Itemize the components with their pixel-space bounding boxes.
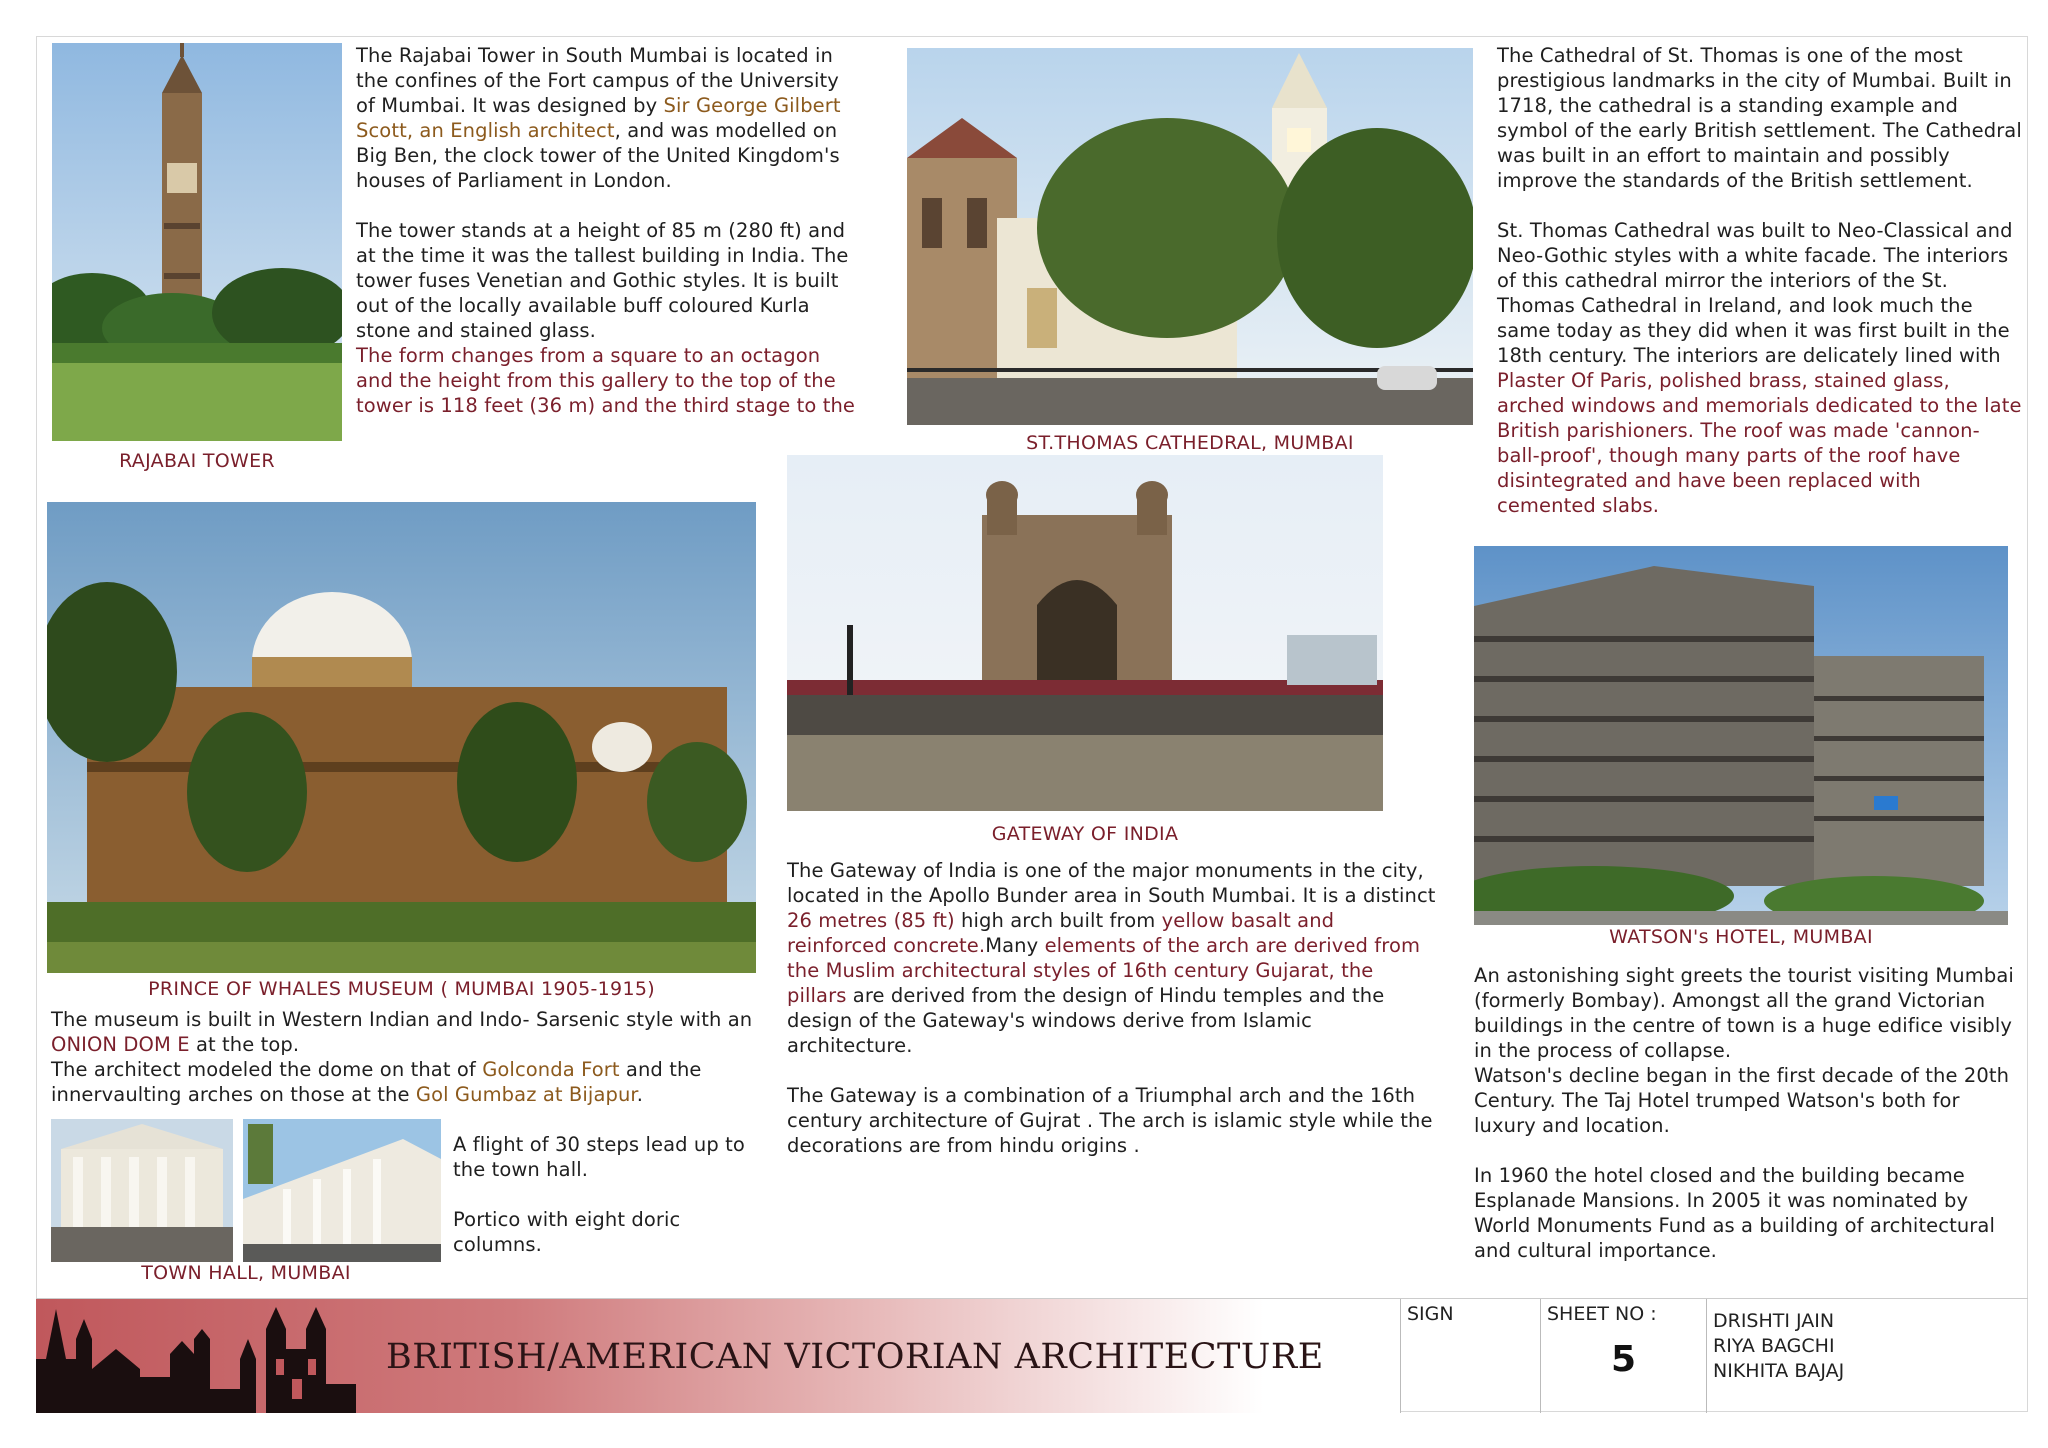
watsons-p3: In 1960 the hotel closed and the building became Esplanade Mansions. In 2005 it was nominated by World Monuments Fund as a building of architectural and cultural importance. (1474, 1164, 1995, 1262)
gateway-p1-e: Many (985, 934, 1045, 957)
sheet-number-cell (1540, 1299, 1706, 1413)
museum-line-1: The museum is built in Western Indian and Indo- Sarsenic style with an (51, 1008, 753, 1031)
rajabai-tower-photo (52, 43, 342, 441)
gateway-caption: GATEWAY OF INDIA (991, 823, 1179, 845)
town-hall-text (453, 1132, 763, 1257)
museum-line-2-b: at the top. (189, 1033, 300, 1056)
museum-line-3-c: and the (619, 1058, 702, 1081)
gateway-p2: The Gateway is a combination of a Triumphal arch and the 16th century architecture of Gujrat . The arch is islamic style while the decorations are from hindu origins . (787, 1084, 1433, 1157)
watsons-caption: WATSON's HOTEL, MUMBAI (1609, 926, 1873, 948)
gol-gumbaz-highlight: Gol Gumbaz at Bijapur (415, 1083, 637, 1106)
gateway-elements-highlight: elements of the arch are derived from the Muslim architectural styles of 16th century Gujarat, the pillars (787, 934, 1421, 1007)
st-thomas-p1: The Cathedral of St. Thomas is one of the most prestigious landmarks in the city of Mumbai. Built in 1718, the cathedral is a standing example and symbol of the early British settlement. The Cathedral was built in an effort to maintain and possibly improve the standards of the British settlement. (1497, 44, 2022, 192)
sheet-number: 5 (1610, 1339, 1637, 1380)
title-block (36, 1298, 2028, 1412)
rajabai-p1-a: The Rajabai Tower in South Mumbai is located in the confines of the Fort campus of the University of Mumbai. It was designed by (356, 44, 839, 117)
rajabai-p1-c: , and was modelled on Big Ben, the clock tower of the United Kingdom's houses of Parliament in London. (356, 119, 840, 192)
town-hall-caption: TOWN HALL, MUMBAI (141, 1262, 351, 1284)
town-hall-p1: A flight of 30 steps lead up to the town hall. (453, 1133, 745, 1181)
gothic-skyline-silhouette (36, 1299, 356, 1413)
gateway-material-highlight: yellow basalt and reinforced concrete. (787, 909, 1335, 957)
museum-line-4-c: . (636, 1083, 644, 1106)
title-band (36, 1299, 1400, 1413)
museum-text (51, 1007, 771, 1107)
st-thomas-text (1497, 43, 2022, 518)
gateway-p1-a: The Gateway of India is one of the major monuments in the city, located in the Apollo Bunder area in South Mumbai. It is a distinct (787, 859, 1436, 907)
gateway-p1-g: are derived from the design of Hindu temples and the design of the Gateway's windows derive from Islamic architecture. (787, 984, 1385, 1057)
watsons-p2: Watson's decline began in the first decade of the 20th Century. The Taj Hotel trumped Watson's both for luxury and location. (1474, 1064, 2010, 1137)
rajabai-text (356, 43, 856, 418)
st-thomas-cathedral-photo (907, 48, 1473, 425)
sheet-title: BRITISH/AMERICAN VICTORIAN ARCHITECTURE (386, 1337, 1324, 1377)
prince-of-whales-museum-photo (47, 502, 756, 973)
museum-caption: PRINCE OF WHALES MUSEUM ( MUMBAI 1905-1915) (148, 978, 655, 1000)
st-thomas-caption: ST.THOMAS CATHEDRAL, MUMBAI (1026, 432, 1354, 454)
gateway-text (787, 858, 1437, 1158)
town-hall-photo-1 (51, 1119, 233, 1262)
town-hall-p2: Portico with eight doric columns. (453, 1208, 681, 1256)
sheet-number-label: SHEET NO : (1547, 1303, 1657, 1325)
watsons-p1: An astonishing sight greets the tourist visiting Mumbai (formerly Bombay). Amongst all the grand Victorian buildings in the centre of town is a huge edifice visibly in the process of collapse. (1474, 964, 2014, 1062)
gateway-of-india-photo (787, 455, 1383, 811)
golconda-highlight: Golconda Fort (482, 1058, 620, 1081)
gateway-p1-c: high arch built from (954, 909, 1162, 932)
town-hall-photo-2 (243, 1119, 441, 1262)
rajabai-p3: The form changes from a square to an octagon and the height from this gallery to the top of the tower is 118 feet (36 m) and the third stage to the (356, 344, 856, 417)
rajabai-caption: RAJABAI TOWER (119, 450, 275, 472)
gateway-height-highlight: 26 metres (85 ft) (787, 909, 955, 932)
authors-cell (1706, 1299, 2028, 1413)
author-name: DRISHTI JAIN (1713, 1310, 1835, 1332)
sign-label: SIGN (1407, 1303, 1454, 1325)
rajabai-architect-highlight: Sir George Gilbert Scott, an English architect (356, 94, 841, 142)
rajabai-p2: The tower stands at a height of 85 m (280 ft) and at the time it was the tallest building in India. The tower fuses Venetian and Gothic styles. It is built out of the locally available buff coloured Kurla stone and stained glass. (356, 219, 849, 342)
museum-line-4-a: innervaulting arches on those at the (51, 1083, 416, 1106)
st-thomas-interiors-highlight: Plaster Of Paris, polished brass, stained glass, arched windows and memorials dedicated to the late British parishioners. The roof was made 'cannon-ball-proof', though many parts of the roof have disintegrated and have been replaced with cemented slabs. (1497, 369, 2022, 517)
watsons-hotel-photo (1474, 546, 2008, 925)
watsons-text (1474, 963, 2019, 1263)
sign-cell (1400, 1299, 1540, 1413)
onion-dome-highlight: ONION DOM E (51, 1033, 190, 1056)
author-name: RIYA BAGCHI (1713, 1335, 1835, 1357)
st-thomas-p2-a: St. Thomas Cathedral was built to Neo-Classical and Neo-Gothic styles with a white facade. The interiors of this cathedral mirror the interiors of the St. Thomas Cathedral in Ireland, and look much the same today as they did when it was first built in the 18th century. The interiors are delicately lined with (1497, 219, 2013, 367)
museum-line-3-a: The architect modeled the dome on that of (51, 1058, 483, 1081)
author-name: NIKHITA BAJAJ (1713, 1360, 1845, 1382)
